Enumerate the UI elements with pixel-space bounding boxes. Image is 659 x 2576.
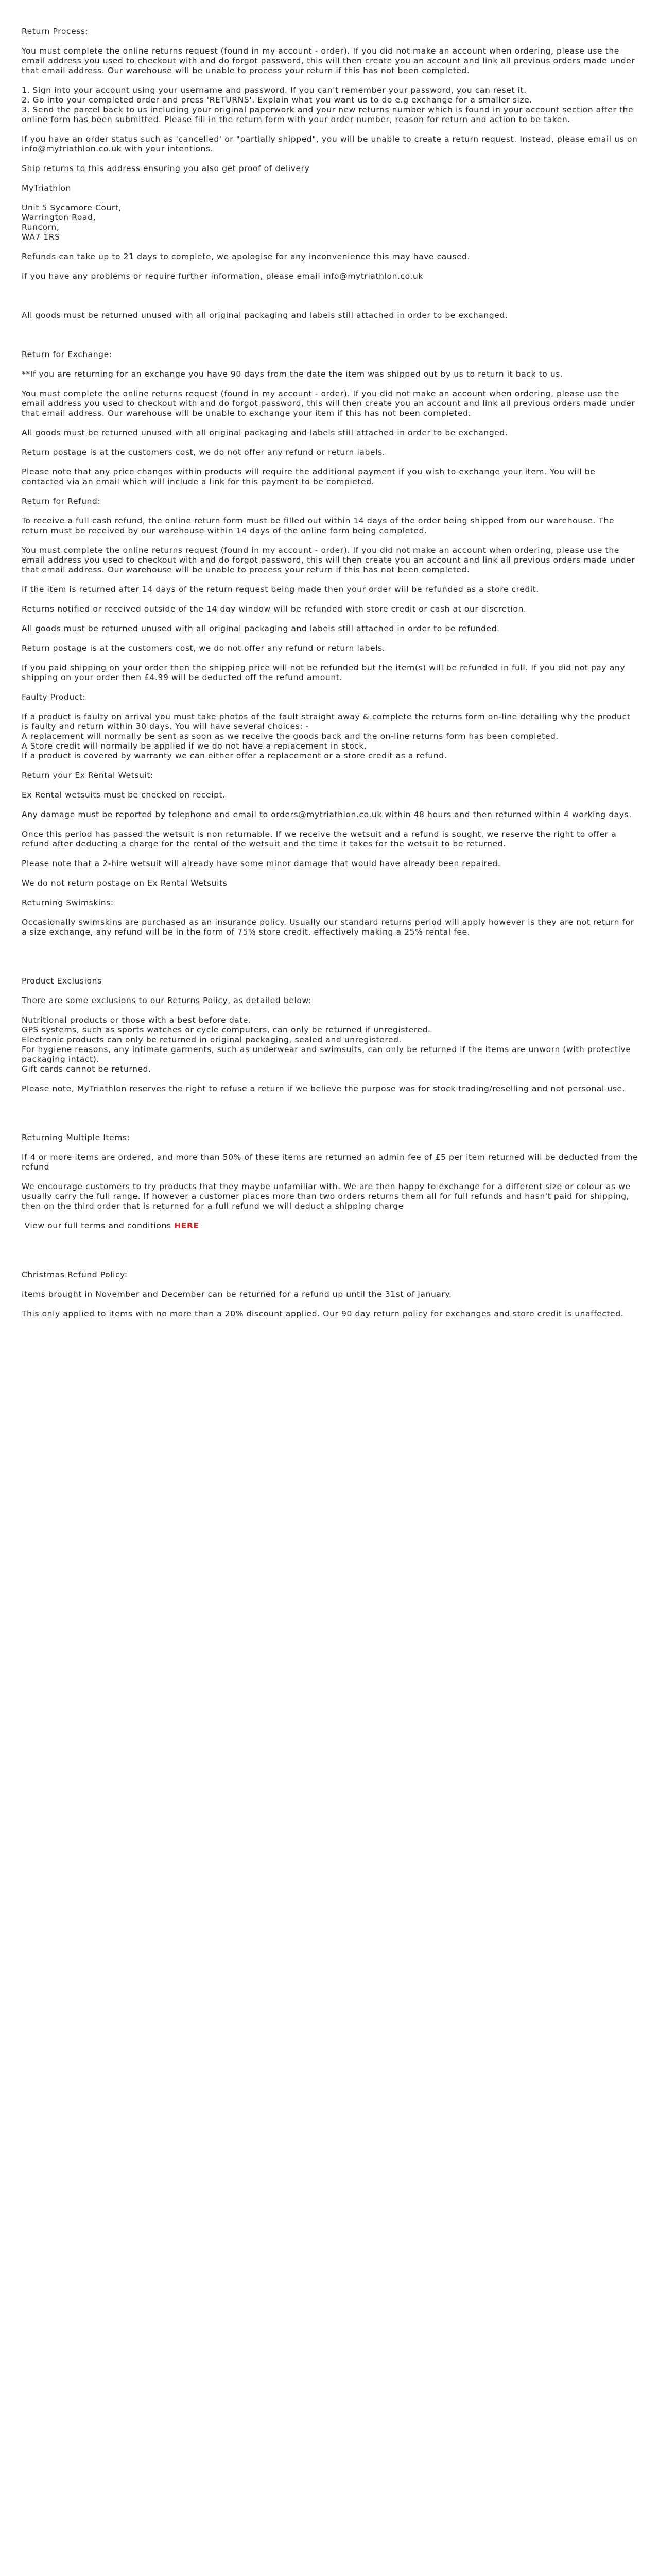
ex-rental-heading: Return your Ex Rental Wetsuit:	[22, 771, 153, 780]
contact-note: If you have any problems or require further information, please email info@mytriathlon.co.uk	[22, 272, 423, 281]
faulty-details	[22, 712, 639, 761]
exchange-postage-note: Return postage is at the customers cost, we do not offer any refund or return labels.	[22, 448, 386, 457]
returns-policy-content	[22, 27, 639, 1329]
return-step-3: 3. Send the parcel back to us including your original paperwork and your new returns number which is found in your account section after the online form has been submitted. Please fill in the return form with your order number, reason for return and action to be taken.	[22, 105, 634, 124]
faulty-line-3: A Store credit will normally be applied if we do not have a replacement in stock.	[22, 741, 367, 751]
address-line-2: Warrington Road,	[22, 213, 96, 222]
ex-rental-damage-note: Please note that a 2-hire wetsuit will already have some minor damage that would have already been repaired.	[22, 859, 501, 868]
ex-rental-damage: Any damage must be reported by telephone and email to orders@mytriathlon.co.uk within 48 hours and then returned within 4 working days.	[22, 810, 632, 819]
return-process-intro: You must complete the online returns request (found in my account - order). If you did not make an account when ordering, please use the email address you used to checkout with and do forgot password, this will then create you an account and link all previous orders made under that email address. Our warehouse will be unable to process your return if this has not been completed.	[22, 46, 635, 75]
christmas-discount: This only applied to items with no more than a 20% discount applied. Our 90 day return policy for exchanges and store credit is unaffected.	[22, 1309, 624, 1318]
ex-rental-postage: We do not return postage on Ex Rental Wetsuits	[22, 878, 228, 888]
refund-cash-note: To receive a full cash refund, the online return form must be filled out within 14 days of the order being shipped from our warehouse. The return must be received by our warehouse within 14 days of the online form being completed.	[22, 516, 615, 535]
address-line-3: Runcorn,	[22, 223, 60, 232]
exchange-window: **If you are returning for an exchange you have 90 days from the date the item was shipped out by us to return it back to us.	[22, 369, 563, 379]
swimskins-text: Occasionally swimskins are purchased as an insurance policy. Usually our standard returns period will apply however is they are not return for a size exchange, any refund will be in the form of 75% store credit, effectively making a 25% rental fee.	[22, 918, 634, 937]
multiple-items-heading: Returning Multiple Items:	[22, 1133, 130, 1142]
return-process-heading: Return Process:	[22, 27, 89, 36]
multiple-items-admin-fee: If 4 or more items are ordered, and more than 50% of these items are returned an admin fee of £5 per item returned will be deducted from the refund	[22, 1153, 638, 1172]
refund-time-note: Refunds can take up to 21 days to complete, we apologise for any inconvenience this may have caused.	[22, 252, 471, 261]
refund-heading: Return for Refund:	[22, 497, 101, 506]
exclusions-note: Please note, MyTriathlon reserves the right to refuse a return if we believe the purpose was for stock trading/reselling and not personal use.	[22, 1084, 626, 1093]
ex-rental-checked: Ex Rental wetsuits must be checked on receipt.	[22, 790, 226, 800]
exchange-online-request: You must complete the online returns request (found in my account - order). If you did not make an account when ordering, please use the email address you used to checkout with and do forgot password, this will then create you an account and link all previous orders made under that email address. Our warehouse will be unable to exchange your item if this has not been completed.	[22, 389, 635, 418]
faulty-line-1: If a product is faulty on arrival you must take photos of the fault straight away & complete the returns form on-line detailing why the product is faulty and return within 30 days. You will have several choices: -	[22, 712, 631, 731]
return-address	[22, 203, 639, 242]
exclusions-list	[22, 1015, 639, 1074]
refund-outside-window-note: Returns notified or received outside of the 14 day window will be refunded with store credit or cash at our discretion.	[22, 604, 527, 614]
exclusion-item: Nutritional products or those with a best before date.	[22, 1015, 251, 1025]
christmas-items: Items brought in November and December can be returned for a refund up until the 31st of January.	[22, 1290, 452, 1299]
faulty-line-2: A replacement will normally be sent as soon as we receive the goods back and the on-line returns form has been completed.	[22, 732, 559, 741]
terms-link[interactable]: HERE	[174, 1221, 199, 1230]
return-process-steps	[22, 86, 639, 125]
ship-returns-note: Ship returns to this address ensuring you also get proof of delivery	[22, 164, 310, 173]
multiple-items-encourage: We encourage customers to try products that they maybe unfamiliar with. We are then happy to exchange for a different size or colour as we usually carry the full range. If however a customer places more than two orders returns them all for full refunds and hasn't paid for shipping, then on the third order that is returned for a full refund we will deduct a shipping charge	[22, 1182, 631, 1211]
swimskins-heading: Returning Swimskins:	[22, 898, 114, 907]
faulty-heading: Faulty Product:	[22, 692, 86, 702]
cancelled-order-note: If you have an order status such as 'cancelled' or "partially shipped", you will be unable to create a return request. Instead, please email us on info@mytriathlon.co.uk with your intentions.	[22, 134, 638, 154]
return-step-2: 2. Go into your completed order and press 'RETURNS'. Explain what you want us to do e.g exchange for a smaller size.	[22, 95, 532, 105]
refund-postage-note: Return postage is at the customers cost, we do not offer any refund or return labels.	[22, 643, 386, 653]
refund-goods-note: All goods must be returned unused with all original packaging and labels still attached in order to be refunded.	[22, 624, 500, 633]
exclusion-item: Electronic products can only be returned in original packaging, sealed and unregistered.	[22, 1035, 402, 1044]
christmas-heading: Christmas Refund Policy:	[22, 1270, 128, 1279]
return-step-1: 1. Sign into your account using your username and password. If you can't remember your password, you can reset it.	[22, 86, 527, 95]
refund-store-credit-note: If the item is returned after 14 days of the return request being made then your order will be refunded as a store credit.	[22, 585, 539, 594]
terms-text: View our full terms and conditions	[22, 1221, 175, 1230]
exclusions-intro: There are some exclusions to our Returns Policy, as detailed below:	[22, 996, 311, 1005]
refund-online-request: You must complete the online returns request (found in my account - order). If you did not make an account when ordering, please use the email address you used to checkout with and do forgot password, this will then create you an account and link all previous orders made under that email address. Our warehouse will be unable to process your return if this has not been completed.	[22, 546, 635, 574]
exclusions-heading: Product Exclusions	[22, 976, 102, 986]
ex-rental-non-returnable: Once this period has passed the wetsuit is non returnable. If we receive the wetsuit and a refund is sought, we reserve the right to offer a refund after deducting a charge for the rental of the wetsuit and the time it takes for the wetsuit to be returned.	[22, 829, 617, 849]
exclusion-item: For hygiene reasons, any intimate garments, such as underwear and swimsuits, can only be returned if the items are unworn (with protective packaging intact).	[22, 1045, 631, 1064]
company-name: MyTriathlon	[22, 183, 72, 193]
terms-line	[22, 1221, 639, 1231]
exchange-heading: Return for Exchange:	[22, 350, 112, 359]
refund-shipping-note: If you paid shipping on your order then the shipping price will not be refunded but the item(s) will be refunded in full. If you did not pay any shipping on your order then £4.99 will be deducted off the refund amount.	[22, 663, 626, 682]
address-line-4: WA7 1RS	[22, 232, 60, 242]
exchange-price-change-note: Please note that any price changes within products will require the additional payment if you wish to exchange your item. You will be contacted via an email which will include a link for this payment to be completed.	[22, 467, 596, 486]
exclusion-item: Gift cards cannot be returned.	[22, 1064, 151, 1074]
address-line-1: Unit 5 Sycamore Court,	[22, 203, 122, 212]
exclusion-item: GPS systems, such as sports watches or cycle computers, can only be returned if unregistered.	[22, 1025, 431, 1035]
goods-unused-note: All goods must be returned unused with all original packaging and labels still attached in order to be exchanged.	[22, 311, 508, 320]
exchange-goods-note: All goods must be returned unused with all original packaging and labels still attached in order to be exchanged.	[22, 428, 508, 437]
faulty-line-4: If a product is covered by warranty we can either offer a replacement or a store credit as a refund.	[22, 751, 447, 760]
